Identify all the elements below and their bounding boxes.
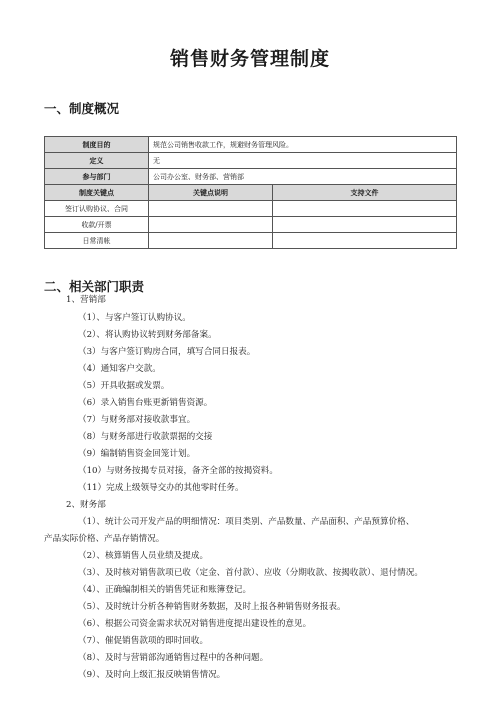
table-row [45,217,457,233]
list-item: （9）、及时向上级汇报反映销售情况。 [78,670,226,680]
list-item: （3）、及时核对销售款项已收（定金、首付款）、应收（分期收款、按揭收款）、退付情况。 [78,568,423,578]
finance-dept-title: 2、财务部 [66,500,106,510]
column-header: 制度关键点 [45,185,149,201]
list-item: （6）录入销售台账更新销售资源。 [78,398,213,408]
list-item: （7）、催促销售款项的即时回收。 [78,636,209,646]
list-item: （5）开具收据或发票。 [78,381,170,391]
marketing-dept-title: 1、营销部 [66,295,106,305]
row-value: 规范公司销售收款工作，规避财务管理风险。 [149,137,457,153]
table-row [45,153,457,169]
empty-cell [273,201,457,217]
list-item: （11）完成上级领导交办的其他零时任务。 [78,483,244,493]
table-row [45,201,457,217]
list-item: （1）、与客户签订认购协议。 [78,313,191,323]
row-label: 制度目的 [45,137,149,153]
list-item: （7）与财务部对接收款事宜。 [78,415,196,425]
list-item: （4）通知客户交款。 [78,364,161,374]
overview-table [44,136,457,249]
empty-cell [273,217,457,233]
empty-cell [149,217,273,233]
row-value: 无 [149,153,457,169]
list-item: （6）、根据公司资金需求状况对销售进度提出建设性的意见。 [78,619,312,629]
list-item: （5）、及时统计分析各种销售财务数据，及时上报各种销售财务报表。 [78,602,346,612]
section-heading-overview: 一、制度概况 [44,101,120,116]
row-value: 公司办公室、财务部、营销部 [149,169,457,185]
list-item-continuation: 产品实际价格、产品存销情况。 [44,534,165,544]
table-row [45,169,457,185]
list-item: （2）、核算销售人员业绩及提成。 [78,551,209,561]
keypoint-cell: 收款/开票 [45,217,149,233]
empty-cell [273,233,457,249]
section-heading-responsibilities: 二、相关部门职责 [44,279,145,294]
empty-cell [149,233,273,249]
document-title: 销售财务管理制度 [169,48,330,70]
table-row [45,233,457,249]
row-label: 定义 [45,153,149,169]
column-header: 支持文件 [273,185,457,201]
list-item: （8）、及时与营销部沟通销售过程中的各种问题。 [78,653,269,663]
row-label: 参与部门 [45,169,149,185]
list-item: （1）、统计公司开发产品的明细情况：项目类别、产品数量、产品面积、产品预算价格、 [78,517,415,527]
keypoint-cell: 签订认购协议、合同 [45,201,149,217]
list-item: （2）、将认购协议转到财务部备案。 [78,330,217,340]
keypoint-cell: 日常清帐 [45,233,149,249]
list-item: （9）编制销售资金回笼计划。 [78,449,196,459]
list-item: （8）与财务部进行收款票据的交接 [78,432,213,442]
list-item: （4）、正确编制相关的销售凭证和账簿登记。 [78,585,252,595]
list-item: （10）与财务按揭专员对接，备齐全部的按揭资料。 [78,466,278,476]
column-header: 关键点说明 [149,185,273,201]
table-header-row [45,185,457,201]
list-item: （3）与客户签订购房合同，填写合同日报表。 [78,347,256,357]
table-row [45,137,457,153]
empty-cell [149,201,273,217]
